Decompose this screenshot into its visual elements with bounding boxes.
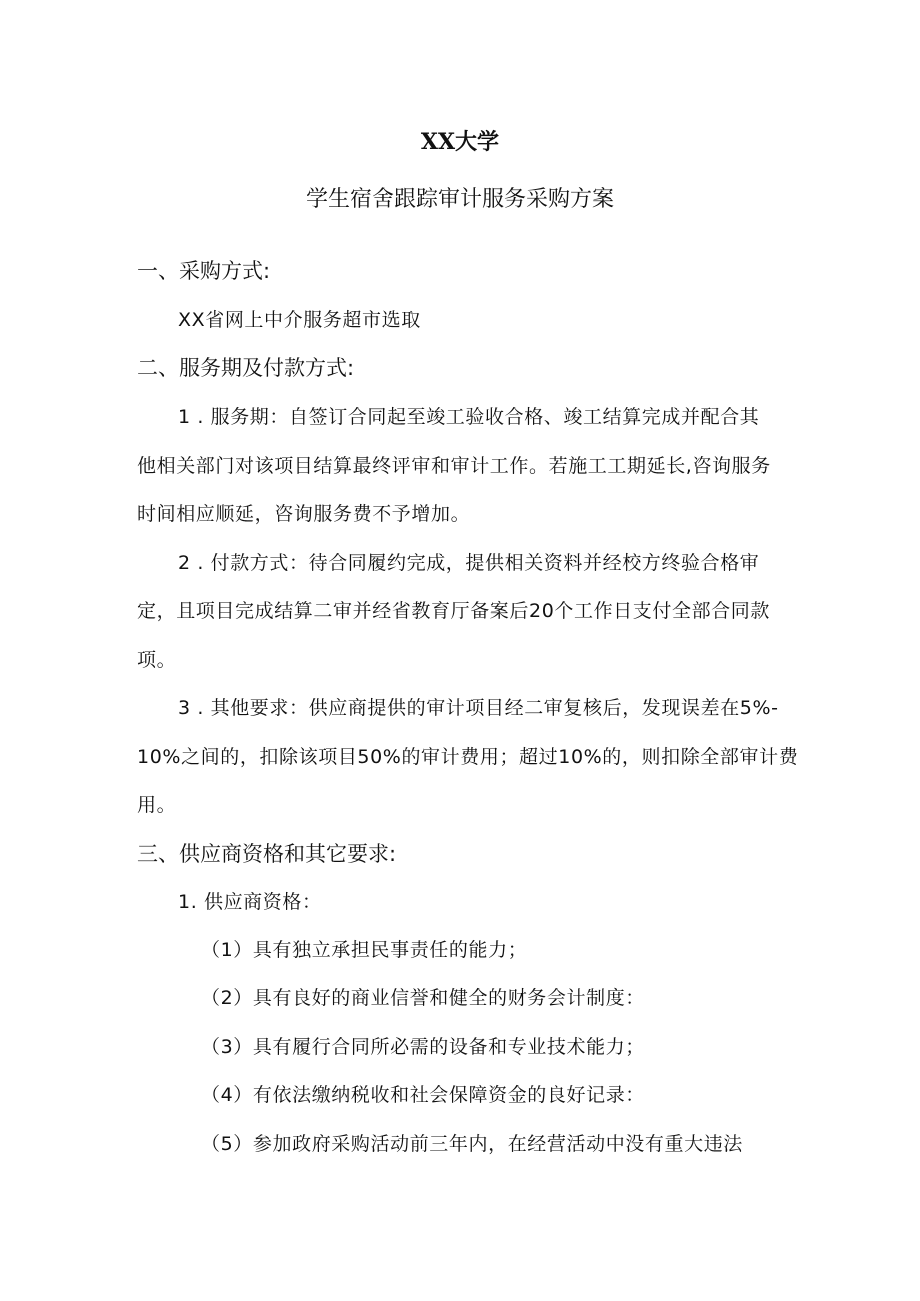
service-period-line-3: 时间相应顺延，咨询服务费不予增加。 bbox=[137, 503, 471, 525]
supplier-qualification-subheading: 1. 供应商资格： bbox=[178, 891, 322, 913]
requirement-item: （3）具有履行合同所必需的设备和专业技术能力； bbox=[201, 1036, 645, 1058]
payment-method-line-3: 项。 bbox=[137, 649, 177, 671]
section-1-heading: 一、采购方式: bbox=[137, 259, 271, 283]
section-1-body: XX省网上中介服务超市选取 bbox=[178, 309, 421, 331]
service-period-line-2: 他相关部门对该项目结算最终评审和审计工作。若施工工期延长,咨询服务 bbox=[137, 455, 771, 477]
document-title-university: XX大学 bbox=[420, 129, 500, 155]
payment-method-line-2: 定，且项目完成结算二审并经省教育厅备案后20个工作日支付全部合同款 bbox=[137, 600, 770, 622]
payment-method-line-1: 2 . 付款方式：待合同履约完成，提供相关资料并经校方终验合格审 bbox=[178, 552, 760, 574]
requirement-item: （5）参加政府采购活动前三年内，在经营活动中没有重大违法 bbox=[201, 1133, 743, 1155]
section-3-heading: 三、供应商资格和其它要求: bbox=[137, 842, 397, 866]
other-requirements-line-1: 3 . 其他要求：供应商提供的审计项目经二审复核后，发现误差在5%- bbox=[178, 697, 779, 719]
requirement-item: （1）具有独立承担民事责任的能力； bbox=[201, 939, 528, 961]
requirement-item: （2）具有良好的商业信誉和健全的财务会计制度： bbox=[201, 987, 645, 1009]
other-requirements-line-3: 用。 bbox=[137, 794, 177, 816]
section-2-heading: 二、服务期及付款方式: bbox=[137, 356, 355, 380]
other-requirements-line-2: 10%之间的，扣除该项目50%的审计费用；超过10%的，则扣除全部审计费 bbox=[137, 746, 799, 768]
service-period-line-1: 1 . 服务期：自签订合同起至竣工验收合格、竣工结算完成并配合其 bbox=[178, 406, 760, 428]
document-title-main: 学生宿舍跟踪审计服务采购方案 bbox=[305, 187, 614, 212]
requirement-item: （4）有依法缴纳税收和社会保障资金的良好记录： bbox=[201, 1084, 645, 1106]
